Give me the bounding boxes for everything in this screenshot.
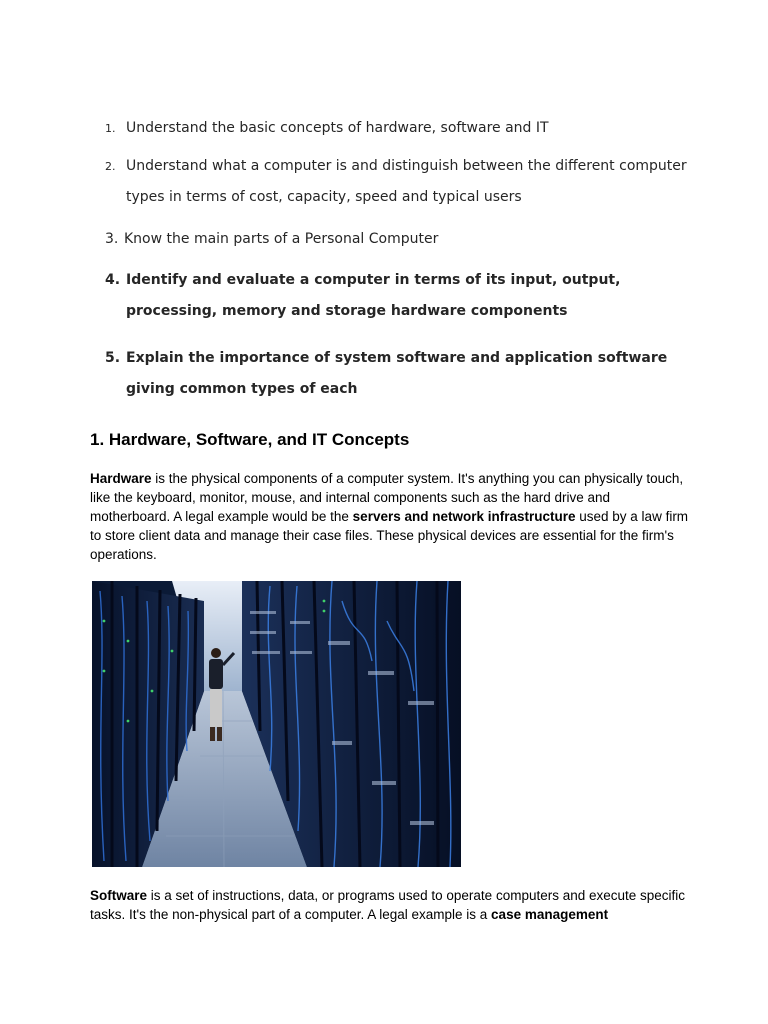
- server-room-photo: [92, 581, 461, 867]
- hardware-term: Hardware: [90, 471, 152, 486]
- hardware-text-2: used by a law firm to store client data and manage their case files. These physical devices are essential for the firm's operations.: [90, 509, 689, 562]
- hardware-paragraph: [90, 469, 690, 564]
- section-heading: 1. Hardware, Software, and IT Concepts: [90, 430, 410, 449]
- software-paragraph: [90, 886, 690, 924]
- software-term: Software: [90, 888, 148, 903]
- objective-text: Identify and evaluate a computer in terms of its input, output, processing, memory and storage hardware components: [126, 272, 621, 319]
- hardware-bold-phrase: servers and network infrastructure: [352, 509, 576, 524]
- objective-text: Explain the importance of system software and application software giving common types of each: [126, 350, 668, 397]
- objective-text: Understand what a computer is and distinguish between the different computer types in terms of cost, capacity, speed and typical users: [126, 158, 687, 205]
- objective-number: 3.: [105, 231, 119, 247]
- hardware-text-1: is the physical components of a computer system. It's anything you can physically touch, like the keyboard, monitor, mouse, and internal components such as the hard drive and motherboard. A legal example would be the: [90, 471, 684, 524]
- objective-text: Know the main parts of a Personal Computer: [124, 231, 439, 247]
- objective-text: Understand the basic concepts of hardware, software and IT: [126, 120, 549, 136]
- objective-number: 5.: [105, 350, 121, 366]
- software-text-1: is a set of instructions, data, or programs used to operate computers and execute specific tasks. It's the non-physical part of a computer. A legal example is a: [90, 888, 686, 922]
- objective-number: 1.: [105, 122, 116, 135]
- objective-number: 4.: [105, 272, 121, 288]
- objective-number: 2.: [105, 160, 116, 173]
- software-bold-phrase: case management: [491, 907, 609, 922]
